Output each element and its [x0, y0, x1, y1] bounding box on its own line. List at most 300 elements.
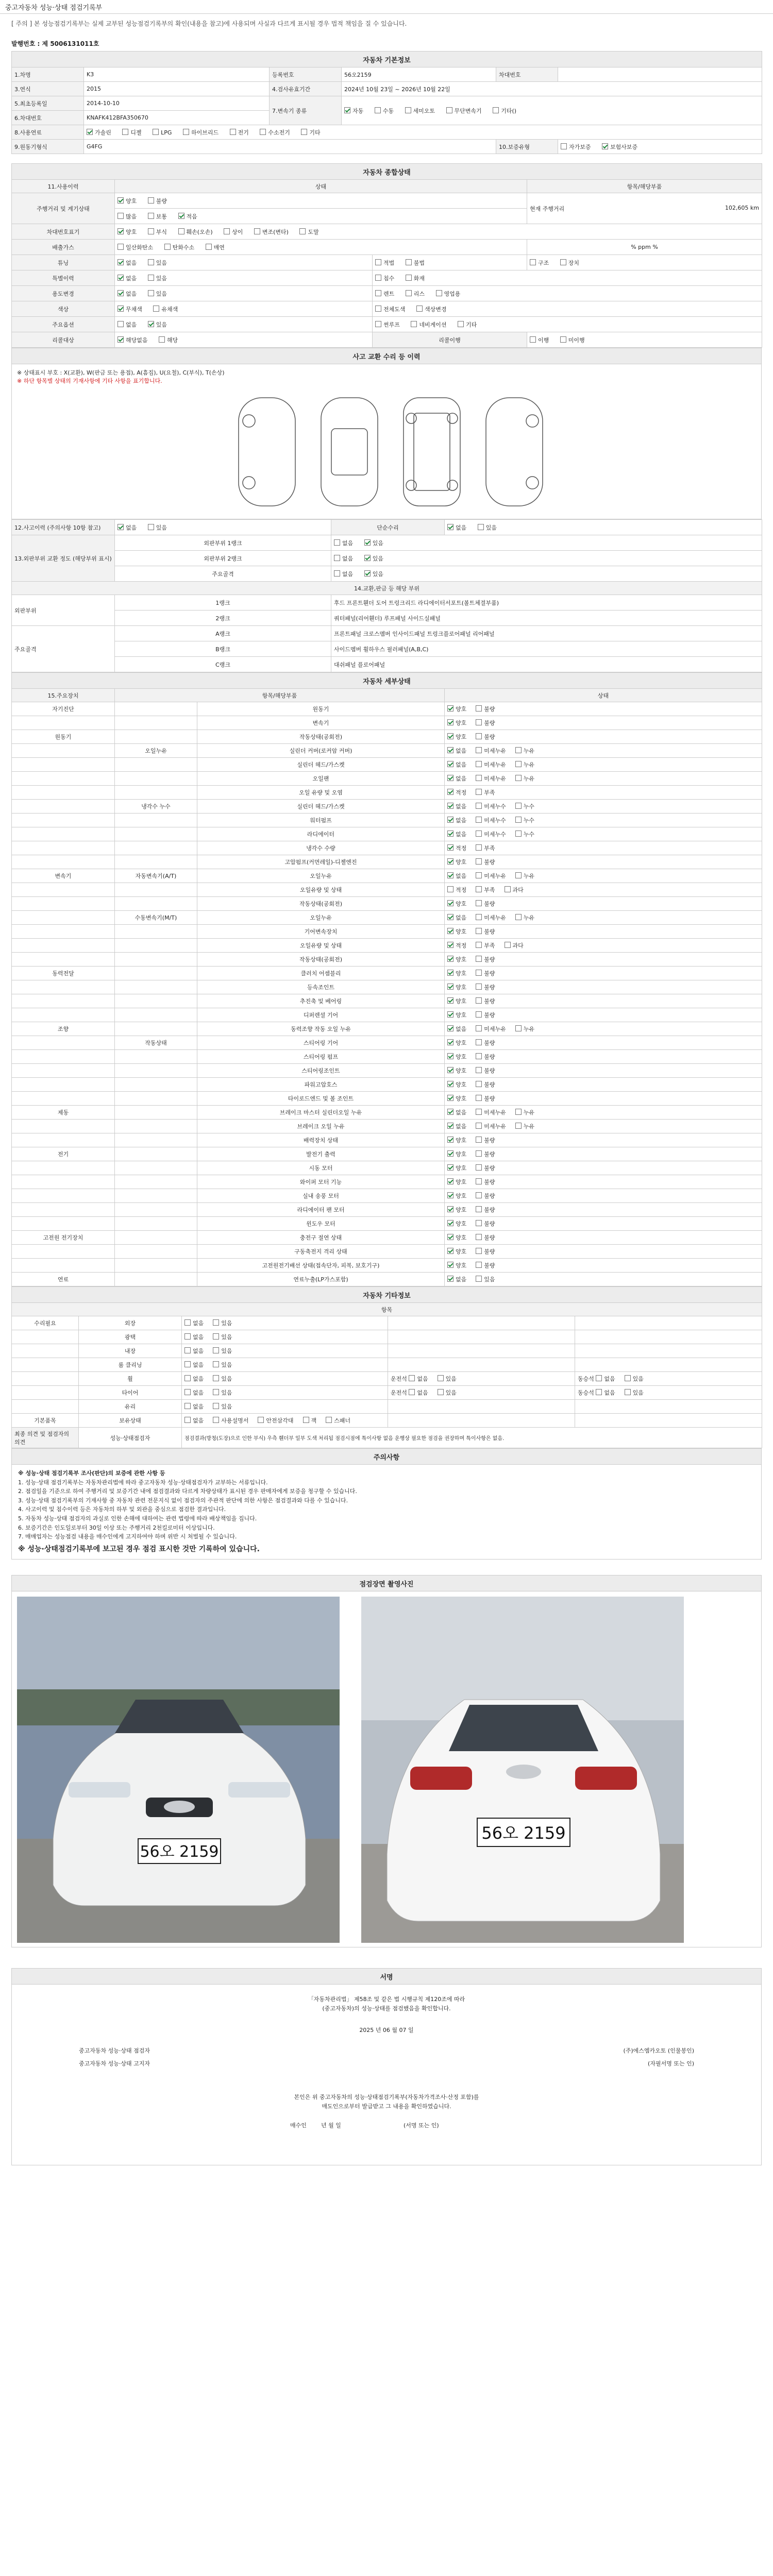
- option[interactable]: 있음: [213, 1388, 232, 1397]
- option[interactable]: 이행: [530, 336, 549, 344]
- option[interactable]: 양호: [447, 1136, 466, 1144]
- option[interactable]: 없음: [447, 872, 466, 880]
- option[interactable]: 없음: [447, 1275, 466, 1283]
- device-item: 클러치 어셈블리: [197, 967, 445, 980]
- option[interactable]: 썬루프: [375, 320, 400, 329]
- side-driver: 운전석 없음 있음: [388, 1372, 575, 1386]
- checkbox-icon: [530, 336, 536, 343]
- option[interactable]: 스패너: [326, 1416, 350, 1425]
- option[interactable]: 없음: [447, 913, 466, 922]
- option[interactable]: 색상변경: [416, 305, 447, 313]
- option[interactable]: 양호: [447, 927, 466, 936]
- device-status: [445, 994, 762, 1008]
- option[interactable]: 미세누유: [476, 1122, 506, 1130]
- option[interactable]: 장치: [560, 259, 579, 267]
- option[interactable]: 많음: [117, 212, 137, 221]
- vin-marking-label: 차대번호표기: [12, 224, 115, 240]
- checkbox-icon: [476, 1081, 482, 1087]
- checkbox-icon: [476, 1025, 482, 1031]
- fuel-option[interactable]: 디젤: [122, 128, 141, 137]
- checkbox-icon: [476, 928, 482, 934]
- device-group: [12, 1050, 115, 1064]
- warranty-option[interactable]: 보험사보증: [602, 143, 637, 151]
- document-number-label: 발행번호 : 제: [11, 40, 48, 47]
- basic-info-title: 자동차 기본정보: [12, 52, 762, 67]
- device-item: 실내 송풍 모터: [197, 1189, 445, 1203]
- checkbox-icon: [476, 900, 482, 906]
- option[interactable]: 네비게이션: [411, 320, 446, 329]
- option[interactable]: 양호: [447, 983, 466, 991]
- transmission-option[interactable]: 수동: [375, 107, 394, 115]
- option[interactable]: 불량: [476, 900, 495, 908]
- checkbox-icon: [476, 817, 482, 823]
- table-row: [12, 1344, 762, 1358]
- extra-table: [11, 1286, 762, 1448]
- option[interactable]: 없음: [409, 1388, 428, 1397]
- option[interactable]: 없음: [184, 1402, 204, 1411]
- option[interactable]: 적음: [178, 212, 197, 221]
- option[interactable]: 없음: [117, 523, 137, 532]
- option[interactable]: 있음: [148, 274, 167, 282]
- extra-item: 유리: [79, 1400, 182, 1414]
- checkbox-icon: [447, 997, 453, 1004]
- option[interactable]: 불량: [476, 1233, 495, 1242]
- first-reg-value: 2014-10-10: [84, 96, 270, 111]
- option[interactable]: 누유: [515, 760, 534, 769]
- device-item: 라디에이터: [197, 827, 445, 841]
- warranty-label: 10.보증유형: [496, 140, 558, 154]
- device-item: 고압펌프(커먼레일)-디젤엔진: [197, 855, 445, 869]
- table-row: [12, 967, 762, 980]
- option[interactable]: 있음: [364, 554, 383, 563]
- checkbox-icon: [148, 524, 154, 530]
- option[interactable]: 없음: [184, 1375, 204, 1383]
- option[interactable]: 있음: [364, 570, 383, 578]
- transmission-option[interactable]: 기타(): [493, 107, 516, 115]
- basic-info-table: [11, 51, 762, 154]
- option[interactable]: 부족: [476, 941, 495, 950]
- fuel-option[interactable]: 수소전기: [260, 128, 290, 137]
- option[interactable]: 일산화탄소: [117, 243, 153, 251]
- option[interactable]: 없음: [334, 539, 353, 547]
- table-row: [12, 1133, 762, 1147]
- reg-number-value: 56오2159: [342, 67, 496, 82]
- option[interactable]: 미세누유: [476, 872, 506, 880]
- option[interactable]: 부족: [476, 788, 495, 796]
- extra-status: [182, 1386, 388, 1400]
- option[interactable]: 양호: [447, 719, 466, 727]
- option[interactable]: 있음: [213, 1347, 232, 1355]
- option[interactable]: 리스: [406, 290, 425, 298]
- option[interactable]: 불량: [476, 858, 495, 866]
- device-status: [445, 1231, 762, 1245]
- option[interactable]: 부식: [148, 228, 167, 236]
- option[interactable]: 없음: [184, 1333, 204, 1341]
- option[interactable]: 양호: [447, 1150, 466, 1158]
- option[interactable]: 불량: [476, 1261, 495, 1269]
- option[interactable]: 보통: [148, 212, 167, 221]
- option[interactable]: 적정: [447, 886, 466, 894]
- vin-value: KNAFK412BFA350670: [84, 111, 270, 125]
- caution-line: 2. 점검일을 기준으로 하여 주행거리 및 보증기간 내에 점검결과와 다르게 차량상태가 표시된 경우 판매자에게 보증을 청구할 수 있습니다.: [18, 1488, 357, 1495]
- device-item: 오일유량 및 상태: [197, 883, 445, 897]
- option[interactable]: 불량: [476, 1039, 495, 1047]
- option[interactable]: 불량: [476, 997, 495, 1005]
- option[interactable]: 없음: [447, 830, 466, 838]
- checkbox-icon: [213, 1375, 219, 1381]
- option[interactable]: 없음: [184, 1388, 204, 1397]
- option[interactable]: 영업용: [436, 290, 461, 298]
- option[interactable]: 누유: [515, 913, 534, 922]
- fuel-option[interactable]: 전기: [230, 128, 249, 137]
- option[interactable]: 있음: [213, 1375, 232, 1383]
- device-status: [445, 1064, 762, 1078]
- option[interactable]: 불량: [476, 719, 495, 727]
- option[interactable]: 양호: [447, 733, 466, 741]
- transmission-option[interactable]: 세미오토: [405, 107, 435, 115]
- option[interactable]: 누유: [515, 774, 534, 783]
- warranty-option[interactable]: 자가보증: [561, 143, 591, 151]
- option[interactable]: 해당: [159, 336, 178, 344]
- option[interactable]: 없음: [596, 1375, 615, 1383]
- option[interactable]: 기타: [458, 320, 477, 329]
- option[interactable]: 양호: [447, 705, 466, 713]
- option[interactable]: 불량: [476, 1011, 495, 1019]
- option[interactable]: 없음: [447, 816, 466, 824]
- option[interactable]: 불량: [476, 1178, 495, 1186]
- inspection-period-value: 2024년 10월 23일 ~ 2026년 10월 22일: [342, 82, 762, 96]
- option[interactable]: 있음: [148, 523, 167, 532]
- option[interactable]: 양호: [447, 1233, 466, 1242]
- device-item: 와이퍼 모터 기능: [197, 1175, 445, 1189]
- extra-group: [12, 1330, 79, 1344]
- option[interactable]: 양호: [447, 900, 466, 908]
- option[interactable]: 없음: [447, 747, 466, 755]
- option[interactable]: 미세누유: [476, 913, 506, 922]
- device-item: 타이로드엔드 및 볼 조인트: [197, 1092, 445, 1106]
- option[interactable]: 있음: [625, 1388, 644, 1397]
- option[interactable]: 없음: [447, 1122, 466, 1130]
- device-group: 자기진단: [12, 702, 115, 716]
- transmission-options: [342, 96, 762, 125]
- option[interactable]: 양호: [447, 1011, 466, 1019]
- option[interactable]: 양호: [447, 858, 466, 866]
- option[interactable]: 해당없음: [117, 336, 148, 344]
- checkbox-icon: [375, 306, 381, 312]
- option[interactable]: 없음: [447, 523, 466, 532]
- option[interactable]: 도말: [299, 228, 318, 236]
- option[interactable]: 양호: [447, 1247, 466, 1256]
- option[interactable]: 양호: [447, 955, 466, 963]
- car-name-value: K3: [84, 67, 270, 82]
- option[interactable]: 양호: [447, 1066, 466, 1075]
- device-status: [445, 800, 762, 814]
- checkbox-icon: [406, 259, 412, 265]
- fuel-option[interactable]: 기타: [301, 128, 320, 137]
- checkbox-icon: [447, 524, 453, 530]
- checkbox-icon: [148, 197, 154, 204]
- option[interactable]: 없음: [447, 1025, 466, 1033]
- device-subgroup: [115, 716, 197, 730]
- option[interactable]: 누유: [515, 872, 534, 880]
- option[interactable]: 미세누유: [476, 747, 506, 755]
- device-item: 작동상태(공회전): [197, 953, 445, 967]
- device-subgroup: [115, 702, 197, 716]
- option[interactable]: 있음: [438, 1375, 457, 1383]
- device-item: 라디에이터 팬 모터: [197, 1203, 445, 1217]
- table-row: [12, 1036, 762, 1050]
- option[interactable]: 부족: [476, 844, 495, 852]
- checkbox-icon: [159, 336, 165, 343]
- buyer-label: 매수인: [290, 2122, 307, 2129]
- option[interactable]: 누수: [515, 816, 534, 824]
- option[interactable]: 불량: [476, 1247, 495, 1256]
- option[interactable]: 변조(변타): [254, 228, 289, 236]
- checkbox-icon: [476, 1109, 482, 1115]
- option[interactable]: 있음: [476, 1275, 495, 1283]
- option[interactable]: 불량: [476, 927, 495, 936]
- option[interactable]: 누수: [515, 802, 534, 810]
- option[interactable]: 양호: [447, 1192, 466, 1200]
- device-status: [445, 953, 762, 967]
- option[interactable]: 양호: [447, 997, 466, 1005]
- checkbox-icon: [87, 129, 93, 135]
- tuning-options: [115, 255, 373, 270]
- option[interactable]: 훼손(오손): [178, 228, 213, 236]
- checkbox-icon: [515, 817, 522, 823]
- device-subgroup: 냉각수 누수: [115, 800, 197, 814]
- option[interactable]: 양호: [447, 1164, 466, 1172]
- option[interactable]: 미세누유: [476, 1108, 506, 1116]
- option[interactable]: 없음: [117, 259, 137, 267]
- option[interactable]: 없음: [334, 570, 353, 578]
- fuel-option[interactable]: 가솔린: [87, 128, 111, 137]
- option[interactable]: 미이행: [560, 336, 585, 344]
- option[interactable]: 상이: [224, 228, 243, 236]
- device-group: [12, 855, 115, 869]
- option[interactable]: 없음: [184, 1347, 204, 1355]
- device-group: 제동: [12, 1106, 115, 1120]
- option[interactable]: 없음: [447, 774, 466, 783]
- checkbox-icon: [476, 775, 482, 781]
- option[interactable]: 있음: [148, 259, 167, 267]
- option[interactable]: 미세누수: [476, 830, 506, 838]
- option[interactable]: 없음: [447, 802, 466, 810]
- option[interactable]: 양호: [447, 969, 466, 977]
- option[interactable]: 불량: [476, 1164, 495, 1172]
- device-group: [12, 800, 115, 814]
- option[interactable]: 적정: [447, 941, 466, 950]
- option[interactable]: 렌트: [375, 290, 394, 298]
- option[interactable]: 불법: [406, 259, 425, 267]
- legend-marks: ※ 상태표시 부호 : X(교환), W(판금 또는 용접), A(흠집), U(요철), C(부식), T(손상): [17, 369, 225, 376]
- fuel-option[interactable]: 하이브리드: [183, 128, 219, 137]
- fuel-option[interactable]: LPG: [153, 129, 172, 136]
- option[interactable]: 미세누수: [476, 816, 506, 824]
- option[interactable]: 전체도색: [375, 305, 406, 313]
- device-group: [12, 1259, 115, 1273]
- checkbox-icon: [447, 1234, 453, 1240]
- option[interactable]: 불량: [476, 705, 495, 713]
- option[interactable]: 없음: [447, 760, 466, 769]
- option[interactable]: 무채색: [117, 305, 142, 313]
- checkbox-icon: [184, 1417, 191, 1423]
- checkbox-icon: [447, 914, 453, 920]
- option[interactable]: 없음: [117, 274, 137, 282]
- option[interactable]: 누유: [515, 1025, 534, 1033]
- transmission-option[interactable]: 자동: [344, 107, 363, 115]
- option[interactable]: 불량: [476, 1192, 495, 1200]
- table-row: [12, 883, 762, 897]
- option[interactable]: 없음: [117, 320, 137, 329]
- option[interactable]: 양호: [447, 1261, 466, 1269]
- option[interactable]: 불량: [476, 1053, 495, 1061]
- option[interactable]: 없음: [184, 1361, 204, 1369]
- option[interactable]: 사용설명서: [213, 1416, 248, 1425]
- option[interactable]: 불량: [476, 955, 495, 963]
- option[interactable]: 미세누유: [476, 760, 506, 769]
- option[interactable]: 불량: [476, 1066, 495, 1075]
- option[interactable]: 미세누유: [476, 1025, 506, 1033]
- device-status: [445, 1217, 762, 1231]
- option[interactable]: 없음: [596, 1388, 615, 1397]
- device-group: [12, 1175, 115, 1189]
- option[interactable]: 불량: [476, 969, 495, 977]
- checkbox-icon: [476, 1011, 482, 1018]
- device-status: [445, 1161, 762, 1175]
- option[interactable]: 양호: [447, 1094, 466, 1103]
- option[interactable]: 적정: [447, 788, 466, 796]
- option[interactable]: 양호: [447, 1206, 466, 1214]
- option[interactable]: 있음: [213, 1402, 232, 1411]
- main-options-label: 주요옵션: [12, 317, 115, 332]
- option[interactable]: 미세누유: [476, 774, 506, 783]
- option[interactable]: 적법: [375, 259, 394, 267]
- option[interactable]: 있음: [148, 290, 167, 298]
- table-row: [12, 1259, 762, 1273]
- option[interactable]: 미세누수: [476, 802, 506, 810]
- option[interactable]: 양호: [447, 1039, 466, 1047]
- device-group: [12, 1008, 115, 1022]
- option[interactable]: 없음: [184, 1416, 204, 1425]
- option[interactable]: 있음: [213, 1361, 232, 1369]
- device-item: 시동 모터: [197, 1161, 445, 1175]
- checkbox-icon: [184, 1375, 191, 1381]
- option[interactable]: 양호: [117, 228, 137, 236]
- device-group: [12, 911, 115, 925]
- option[interactable]: 안전삼각대: [258, 1416, 293, 1425]
- checkbox-icon: [334, 539, 340, 546]
- device-item: 오일누유: [197, 911, 445, 925]
- caution-title-table: [11, 1448, 762, 1465]
- option[interactable]: 매연: [206, 243, 225, 251]
- option[interactable]: 부족: [476, 886, 495, 894]
- accident-history-label: 12.사고이력 (주의사항 10항 참고): [12, 520, 115, 535]
- option[interactable]: 양호: [447, 1053, 466, 1061]
- option[interactable]: 누수: [515, 830, 534, 838]
- device-status: [445, 827, 762, 841]
- rank-items: 대쉬패널 플로어패널: [331, 657, 762, 672]
- checkbox-icon: [213, 1389, 219, 1395]
- car-top-outline: [321, 398, 378, 506]
- option[interactable]: 잭: [303, 1416, 317, 1425]
- option[interactable]: 있음: [213, 1333, 232, 1341]
- option[interactable]: 없음: [409, 1375, 428, 1383]
- option[interactable]: 불량: [476, 983, 495, 991]
- option[interactable]: 양호: [447, 1080, 466, 1089]
- checkbox-icon: [625, 1389, 631, 1395]
- option[interactable]: 불량: [476, 1094, 495, 1103]
- option[interactable]: 적정: [447, 844, 466, 852]
- option[interactable]: 침수: [375, 274, 394, 282]
- option[interactable]: 불량: [476, 733, 495, 741]
- engine-type-label: 9.원동기형식: [12, 140, 84, 154]
- option[interactable]: 있음: [213, 1319, 232, 1327]
- checkbox-icon: [447, 747, 453, 753]
- checkbox-icon: [625, 1375, 631, 1381]
- option[interactable]: 불량: [148, 197, 167, 205]
- option[interactable]: 누유: [515, 1108, 534, 1116]
- device-group: [12, 1161, 115, 1175]
- option[interactable]: 화재: [406, 274, 425, 282]
- caution-line: 6. 보증기간은 인도일로부터 30일 이상 또는 주행거리 2천킬로미터 이상입니다.: [18, 1524, 215, 1531]
- transmission-option[interactable]: 무단변속기: [446, 107, 482, 115]
- option[interactable]: 불량: [476, 1206, 495, 1214]
- option[interactable]: 있음: [478, 523, 497, 532]
- option[interactable]: 있음: [625, 1375, 644, 1383]
- device-status: [445, 1050, 762, 1064]
- option[interactable]: 없음: [334, 554, 353, 563]
- option[interactable]: 양호: [117, 197, 137, 205]
- option[interactable]: 없음: [184, 1319, 204, 1327]
- option[interactable]: 불량: [476, 1136, 495, 1144]
- exchange-detail-title: 14.교환,판금 등 해당 부위: [12, 582, 762, 595]
- option[interactable]: 있음: [148, 320, 167, 329]
- option[interactable]: 불량: [476, 1150, 495, 1158]
- option[interactable]: 탄화수소: [164, 243, 195, 251]
- option[interactable]: 누유: [515, 747, 534, 755]
- option[interactable]: 불량: [476, 1080, 495, 1089]
- option[interactable]: 있음: [438, 1388, 457, 1397]
- option[interactable]: 과다: [505, 886, 524, 894]
- device-subgroup: [115, 1175, 197, 1189]
- main-options-options: [115, 317, 373, 332]
- wheel-icon: [447, 413, 458, 423]
- checkbox-icon: [561, 143, 567, 149]
- option[interactable]: 불량: [476, 1219, 495, 1228]
- checkbox-icon: [493, 107, 499, 113]
- device-item: 원동기: [197, 702, 445, 716]
- checkbox-icon: [447, 1248, 453, 1254]
- wheel-icon: [406, 413, 416, 423]
- checkbox-icon: [375, 290, 381, 296]
- table-row: [12, 814, 762, 827]
- option[interactable]: 없음: [117, 290, 137, 298]
- option[interactable]: 있음: [364, 539, 383, 547]
- option[interactable]: 양호: [447, 1178, 466, 1186]
- option[interactable]: 구조: [530, 259, 549, 267]
- device-subgroup: [115, 730, 197, 744]
- checkbox-icon: [447, 1178, 453, 1184]
- option[interactable]: 유채색: [153, 305, 178, 313]
- checkbox-icon: [476, 914, 482, 920]
- option[interactable]: 양호: [447, 1219, 466, 1228]
- extra-status: [182, 1330, 388, 1344]
- option[interactable]: 누유: [515, 1122, 534, 1130]
- option[interactable]: 없음: [447, 1108, 466, 1116]
- summary-title: 자동차 종합상태: [12, 164, 762, 180]
- option[interactable]: 과다: [505, 941, 524, 950]
